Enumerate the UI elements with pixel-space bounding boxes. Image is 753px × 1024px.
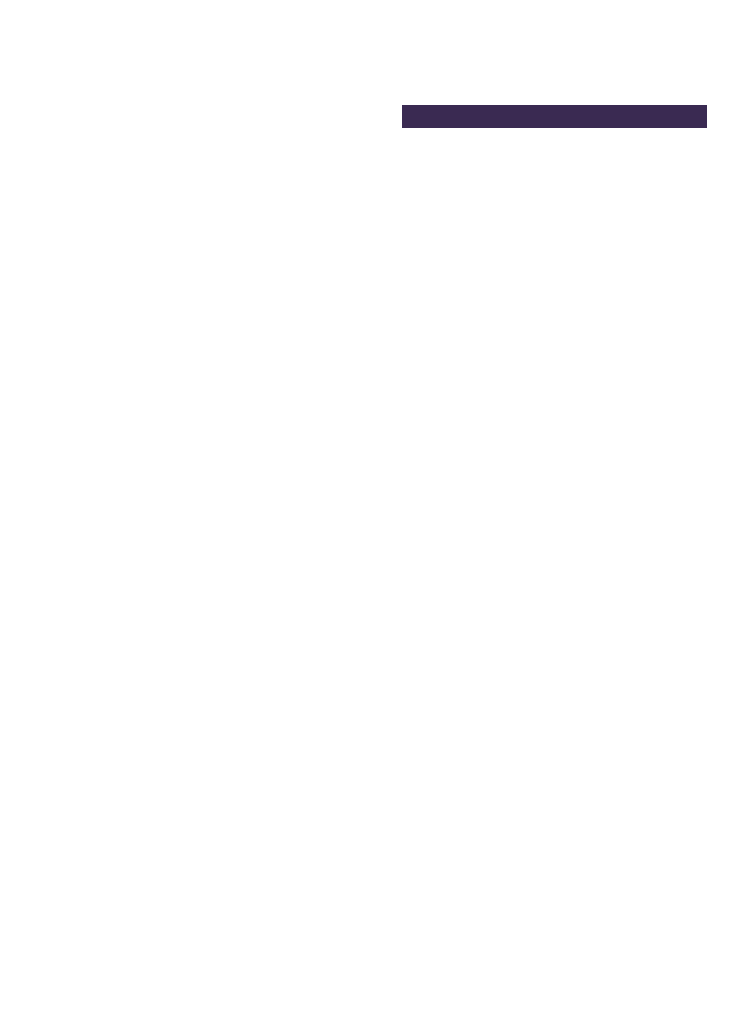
table-of-contents: [52, 143, 704, 151]
title-decorative-bar: [402, 105, 707, 128]
